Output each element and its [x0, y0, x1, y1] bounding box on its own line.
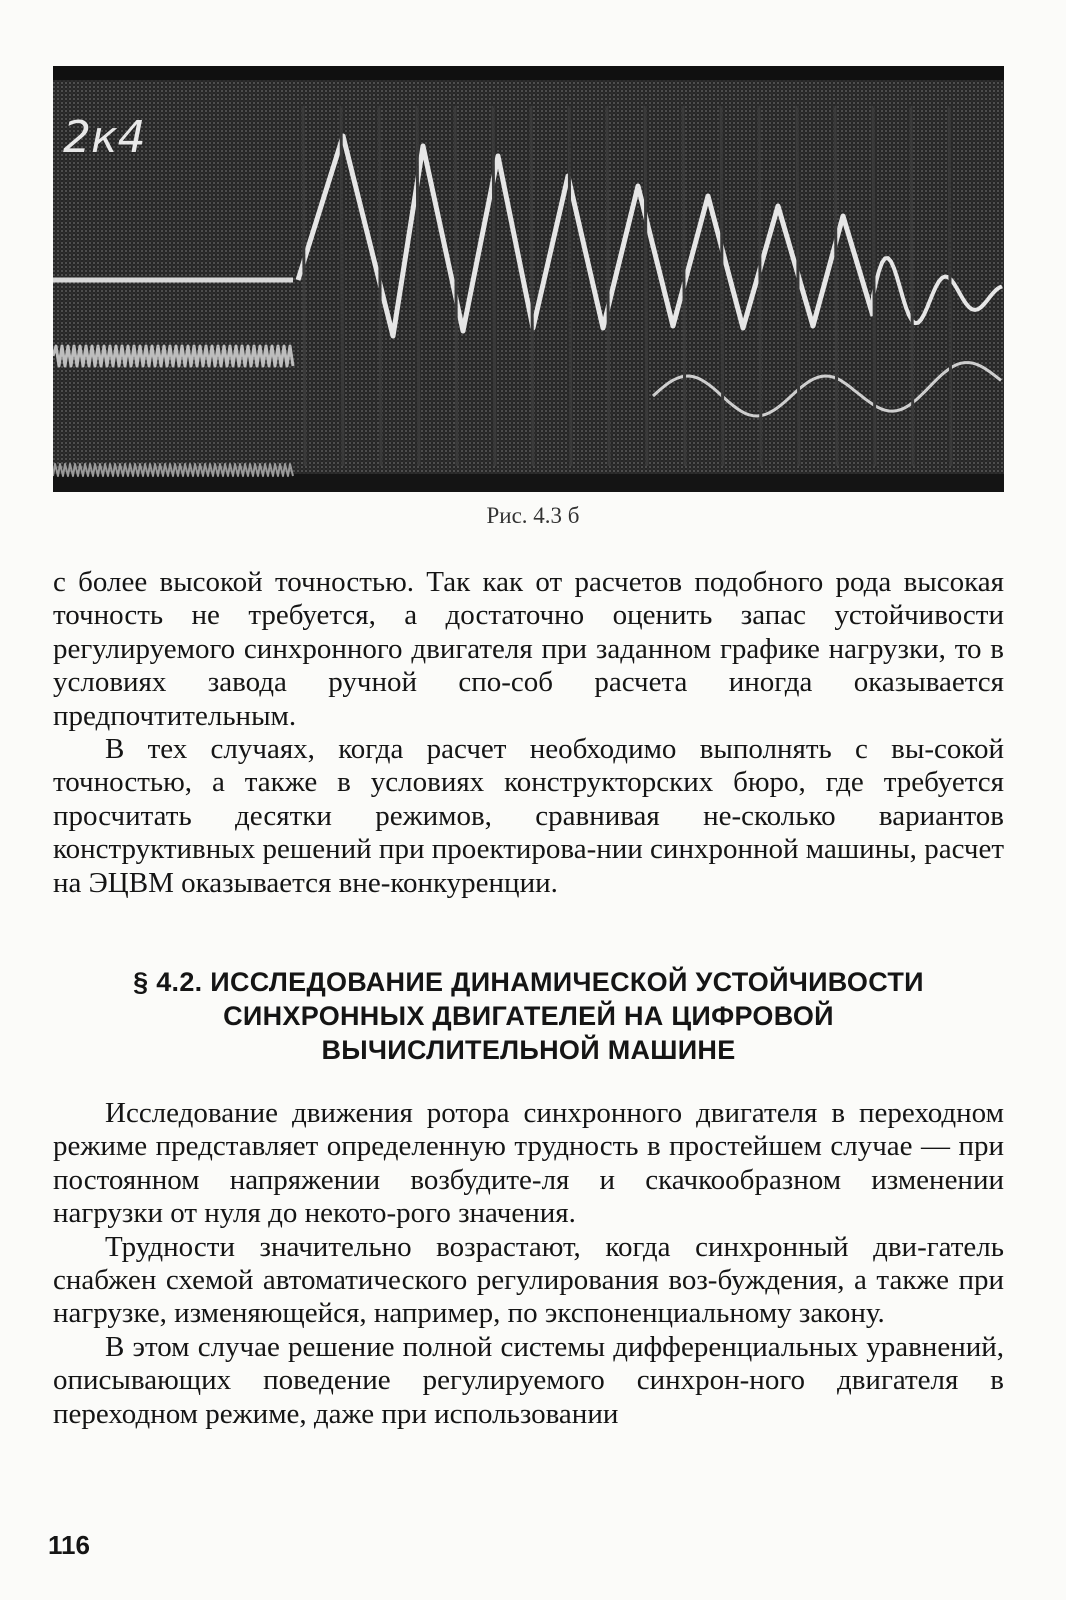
paragraph: В этом случае решение полной системы дифференциальных уравнений, описывающих поведение регулируемого синхрон-ного двигателя в переходном режиме, даже при использовании: [53, 1330, 1004, 1430]
streak-line: [531, 106, 533, 466]
streak-line: [341, 106, 343, 466]
body-text-top: [53, 566, 1004, 900]
figure-caption: Рис. 4.3 б: [486, 503, 580, 528]
streak-line: [607, 106, 609, 466]
streak-line: [417, 106, 419, 466]
oscillogram-figure: [53, 66, 1004, 492]
streak-line: [303, 106, 305, 466]
streak-line: [645, 106, 647, 466]
oscillogram-image: [53, 66, 1004, 492]
section-heading: [53, 965, 1004, 1067]
heading-line: § 4.2. ИССЛЕДОВАНИЕ ДИНАМИЧЕСКОЙ УСТОЙЧИВОСТИ: [133, 967, 924, 997]
streak-line: [797, 106, 799, 466]
oscillogram-label: 2к4: [63, 112, 146, 163]
paragraph: Трудности значительно возрастают, когда синхронный дви-гатель снабжен схемой автоматического регулирования воз-буждения, а также при нагрузке, изменяющейся, например, по экспоненциальному закону.: [53, 1230, 1004, 1330]
body-text-bottom: [53, 1097, 1004, 1431]
paragraph: с более высокой точностью. Так как от расчетов подобного рода высокая точность не требуется, а достаточно оценить запас устойчивости регулируемого синхронного двигателя при заданном графике нагрузки, то в условиях завода ручной спо-соб расчета иногда оказывается предпочтительным.: [53, 566, 1004, 732]
streak-line: [949, 106, 951, 466]
paragraph: В тех случаях, когда расчет необходимо выполнять с вы-сокой точностью, а также в условиях конструкторских бюро, где требуется просчитать десятки режимов, сравнивая не-сколько вариантов конструктивных решений при проектирова-нии синхронной машины, расчет на ЭЦВМ оказывается вне-конкуренции.: [53, 733, 1004, 899]
heading-line: СИНХРОННЫХ ДВИГАТЕЛЕЙ НА ЦИФРОВОЙ: [223, 1001, 834, 1031]
streak-line: [683, 106, 685, 466]
streak-line: [455, 106, 457, 466]
streak-line: [835, 106, 837, 466]
streak-line: [873, 106, 875, 466]
streak-line: [721, 106, 723, 466]
streak-line: [379, 106, 381, 466]
heading-line: ВЫЧИСЛИТЕЛЬНОЙ МАШИНЕ: [321, 1035, 736, 1065]
page-number: 116: [48, 1530, 90, 1560]
streak-line: [759, 106, 761, 466]
paragraph: Исследование движения ротора синхронного двигателя в переходном режиме представляет определенную трудность в простейшем случае — при постоянном напряжении возбудите-ля и скачкообразном изменении нагрузки от нуля до некото-рого значения.: [53, 1097, 1004, 1230]
streak-line: [493, 106, 495, 466]
streak-line: [569, 106, 571, 466]
streak-line: [911, 106, 913, 466]
